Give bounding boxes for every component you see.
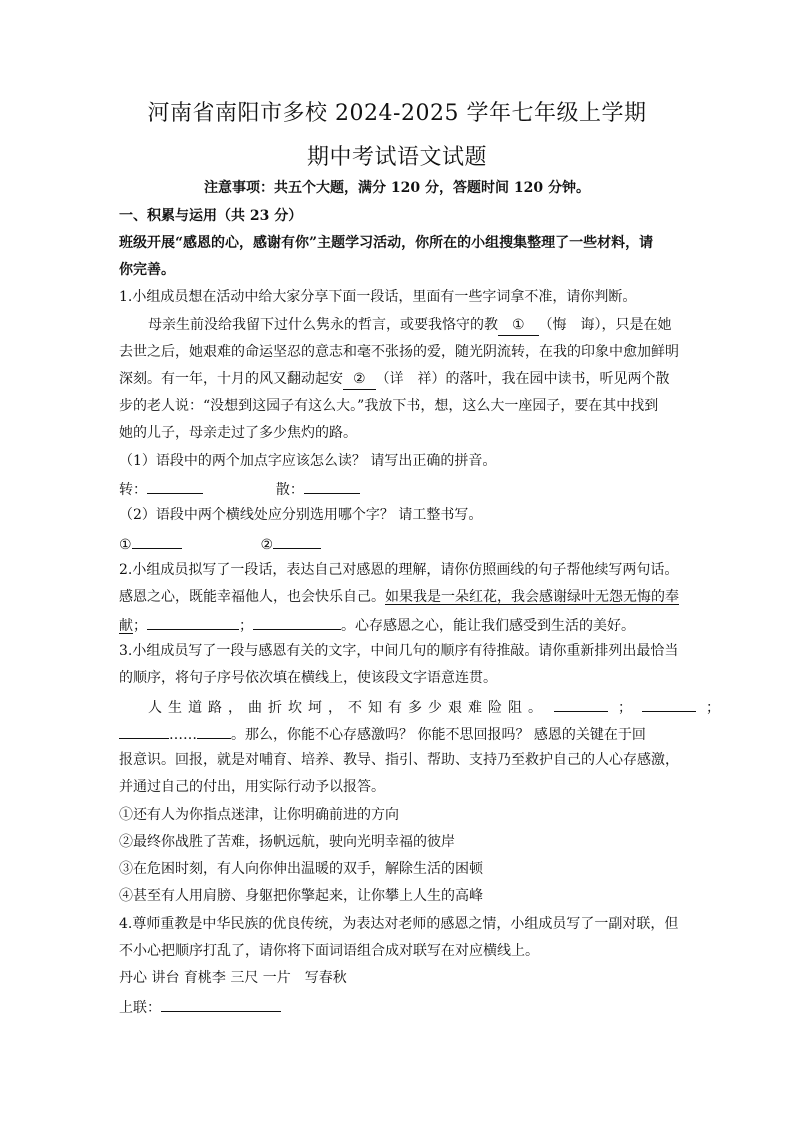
q1-sub1: （1）语段中的两个加点字应该怎么读？ 请写出正确的拼音。 [119,453,497,469]
exam-title: 河南省南阳市多校 2024-2025 学年七年级上学期 [147,101,647,126]
q1-passage-line2: 去世之后，她艰难的命运坚忍的意志和毫不张扬的爱，随光阴流转，在我的印象中愈加鲜明 [119,344,679,360]
q2-line3: 献； ； 。心存感恩之心，能让我们感受到生活的美好。 [119,614,679,636]
q2-stem: 2.小组成员拟写了一段话，表达自己对感恩的理解，请你仿照画线的句子帮他续写两句话。 [119,562,679,578]
q3-option-3: ③在危困时刻，有人向你伸出温暖的双手，解除生活的困顿 [119,861,483,877]
q3-blank-2[interactable] [642,696,696,712]
upper-couplet-blank[interactable] [161,996,281,1012]
q1-stem: 1.小组成员想在活动中给大家分享下面一段话，里面有一些字词拿不准，请你判断。 [119,289,637,305]
q2-model-sentence: 如果我是一朵红花，我会感谢绿叶无怨无悔的奉 [385,589,679,605]
q3-option-4: ④甚至有人用肩膀、身躯把你擎起来，让你攀上人生的高峰 [119,888,483,904]
exam-subtitle: 期中考试语文试题 [306,145,487,170]
q3-passage-line2: …… 。那么，你能不心存感激吗？ 你能不思回报吗？ 感恩的关键在于回 [119,723,679,745]
q1-blank-2[interactable]: ② [343,369,376,390]
q3-stem: 3.小组成员写了一段与感恩有关的文字，中间几句的顺序有待推敲。请你重新排列出最恰当 [119,643,679,659]
q3-blank-3[interactable] [119,723,169,739]
answer-blank-zhuan[interactable] [147,478,203,494]
q2-line2: 感恩之心，既能幸福他人，也会快乐自己。如果我是一朵红花，我会感谢绿叶无怨无悔的奉 [119,589,679,605]
q1-sub2: （2）语段中两个横线处应分别选用哪个字？ 请工整书写。 [119,507,483,523]
q3-blank-1[interactable] [554,696,608,712]
q2-answer-blank-2[interactable] [253,614,341,630]
q1-sub1-answers: 转： 散： [119,478,679,500]
q4-stem-cont: 不小心把顺序打乱了，请你将下面词语组合成对联写在对应横线上。 [119,943,539,959]
q4-upper-couplet: 上联： [119,996,679,1018]
section-intro-cont: 你完善。 [119,262,175,278]
q1-blank-1[interactable]: ① [498,315,539,336]
section-intro: 班级开展“感恩的心，感谢有你”主题学习活动，你所在的小组搜集整理了一些材料，请 [119,235,654,251]
q2-answer-blank-1[interactable] [147,614,239,630]
q4-word-list: 丹心 讲台 育桃李 三尺 一片 写春秋 [119,970,347,986]
q1-passage-line1: 母亲生前没给我留下过什么隽永的哲言，或要我恪守的教 ① （悔 诲），只是在她 [148,315,708,336]
section-heading: 一、积累与运用（共 23 分） [119,208,303,224]
q1-passage-line4: 步的老人说：“没想到这园子有这么大。”我放下书，想，这么大一座园子，要在其中找到 [119,398,659,414]
q3-blank-4[interactable] [197,723,231,739]
q3-stem-cont: 的顺序，将句子序号依次填在横线上，使该段文字语意连贯。 [119,670,497,686]
q1-sub2-answers: ① ② [119,533,679,555]
q1-passage-line3: 深刻。有一年，十月的风又翻动起安 ② （详 祥）的落叶，我在园中读书，听见两个散 [119,369,679,390]
q3-passage-line3: 报意识。回报，就是对哺育、培养、教导、指引、帮助、支持乃至救护自己的人心存感激， [119,752,679,768]
q3-option-2: ②最终你战胜了苦难，扬帆远航，驶向光明幸福的彼岸 [119,834,455,850]
q3-passage-line1: 人生道路，曲折坎坷，不知有多少艰难险阻。 ； ； [148,696,708,718]
q3-passage-line4: 并通过自己的付出，用实际行动予以报答。 [119,779,385,795]
answer-blank-1[interactable] [132,533,182,549]
q3-option-1: ①还有人为你指点迷津，让你明确前进的方向 [119,807,399,823]
answer-blank-2[interactable] [273,533,321,549]
answer-blank-san[interactable] [304,478,360,494]
q1-passage-line5: 她的儿子，母亲走过了多少焦灼的路。 [119,425,357,441]
notice: 注意事项：共五个大题，满分 120 分，答题时间 120 分钟。 [204,180,590,196]
q4-stem: 4.尊师重教是中华民族的优良传统，为表达对老师的感恩之情，小组成员写了一副对联，但 [119,916,679,932]
